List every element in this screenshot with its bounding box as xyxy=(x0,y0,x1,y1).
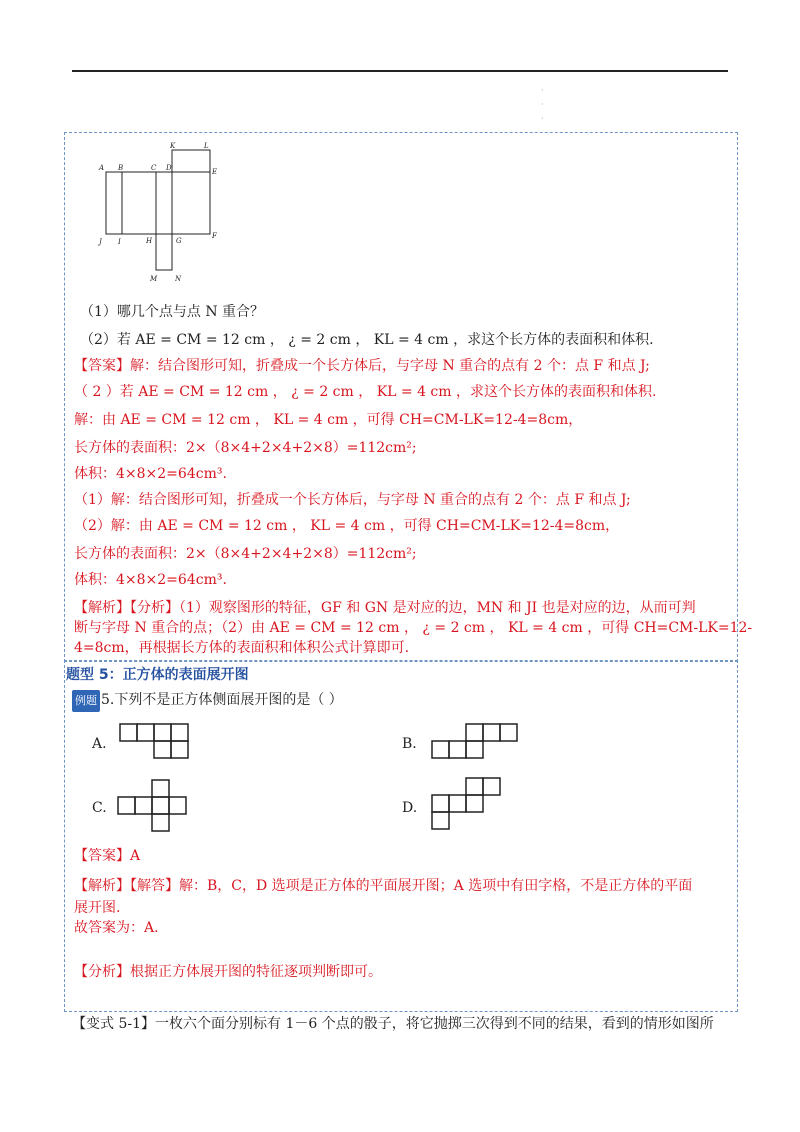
question-1: （1）哪几个点与点 N 重合？ xyxy=(80,304,265,320)
analysis-line-2: 断与字母 N 重合的点；（2）由 AE = CM = 12 cm ， ¿ = 2 cm ， KL = 4 cm ，可得 CH=CM-LK=12- xyxy=(74,620,753,636)
answer-line-5: 体积：4×8×2=64cm³. xyxy=(74,466,227,482)
cuboid-net-figure xyxy=(96,138,226,288)
example-explanation-2: 展开图. xyxy=(74,900,121,916)
header-rule xyxy=(72,70,728,72)
analysis-line-1: 【解析】【分析】（1）观察图形的特征，GF 和 GN 是对应的边，MN 和 JI 也是对应的边，从而可判 xyxy=(74,600,696,616)
example-answer: 【答案】A xyxy=(74,848,141,864)
example-explanation-3: 故答案为：A. xyxy=(74,920,159,936)
svg-text:K: K xyxy=(170,142,176,150)
svg-text:M: M xyxy=(150,275,158,283)
option-c-label: C. xyxy=(92,800,107,816)
svg-text:F: F xyxy=(212,232,217,240)
example-box xyxy=(64,660,738,1012)
svg-text:G: G xyxy=(176,237,182,245)
analysis-line-3: 4=8cm，再根据长方体的表面积和体积公式计算即可. xyxy=(74,640,410,656)
svg-text:H: H xyxy=(146,237,153,245)
answer-line-4: 长方体的表面积：2×（8×4+2×4+2×8）=112cm²; xyxy=(74,440,417,456)
example-badge: 例题 xyxy=(72,690,100,712)
answer-line-1: 【答案】解：结合图形可知，折叠成一个长方体后，与字母 N 重合的点有 2 个：点 F 和点 J; xyxy=(74,358,650,374)
answer-line-3: 解：由 AE = CM = 12 cm ， KL = 4 cm ，可得 CH=CM-LK=12-4=8cm， xyxy=(74,412,583,428)
net-bottom-rect xyxy=(156,234,172,270)
option-d-net xyxy=(430,776,504,832)
svg-text:I: I xyxy=(118,238,121,246)
answer-line-6: （1）解：结合图形可知，折叠成一个长方体后，与字母 N 重合的点有 2 个：点 F 和点 J; xyxy=(74,492,631,508)
section-title: 题型 5：正方体的表面展开图 xyxy=(66,667,249,683)
header-dots: · · · xyxy=(541,86,544,123)
answer-line-8: 长方体的表面积：2×（8×4+2×4+2×8）=112cm²; xyxy=(74,546,417,562)
answer-line-2: （ 2 ）若 AE = CM = 12 cm ， ¿ = 2 cm ， KL = 4 cm ，求这个长方体的表面积和体积. xyxy=(74,384,657,400)
option-b-label: B. xyxy=(402,736,417,752)
variant-question: 【变式 5-1】一枚六个面分别标有 1－6 个点的骰子，将它抛掷三次得到不同的结果，看到的情形如图所 xyxy=(72,1016,714,1032)
answer-line-9: 体积：4×8×2=64cm³. xyxy=(74,572,227,588)
option-b-net xyxy=(430,722,520,762)
svg-text:J: J xyxy=(99,238,102,246)
option-c-net xyxy=(116,778,190,834)
svg-text:E: E xyxy=(212,168,218,176)
example-explanation-4: 【分析】根据正方体展开图的特征逐项判断即可。 xyxy=(74,964,382,980)
example-question xyxy=(72,690,343,712)
svg-text:C: C xyxy=(151,164,157,172)
svg-text:A: A xyxy=(99,164,105,172)
net-top-rect xyxy=(172,150,210,172)
svg-text:L: L xyxy=(204,142,209,150)
question-2: （2）若 AE = CM = 12 cm ， ¿ = 2 cm ， KL = 4 cm ，求这个长方体的表面积和体积. xyxy=(80,332,654,348)
svg-text:D: D xyxy=(166,164,172,172)
example-text: 5.下列不是正方体侧面展开图的是（ ） xyxy=(101,692,343,708)
answer-line-7: （2）解：由 AE = CM = 12 cm ， KL = 4 cm ，可得 CH=CM-LK=12-4=8cm， xyxy=(74,518,620,534)
option-d-label: D. xyxy=(402,800,418,816)
svg-text:N: N xyxy=(175,275,182,283)
example-explanation-1: 【解析】【解答】解：B，C，D 选项是正方体的平面展开图；A 选项中有田字格，不是正方体的平面 xyxy=(74,878,693,894)
option-a-net xyxy=(118,722,190,762)
svg-text:B: B xyxy=(118,164,124,172)
option-a-label: A. xyxy=(92,736,107,752)
